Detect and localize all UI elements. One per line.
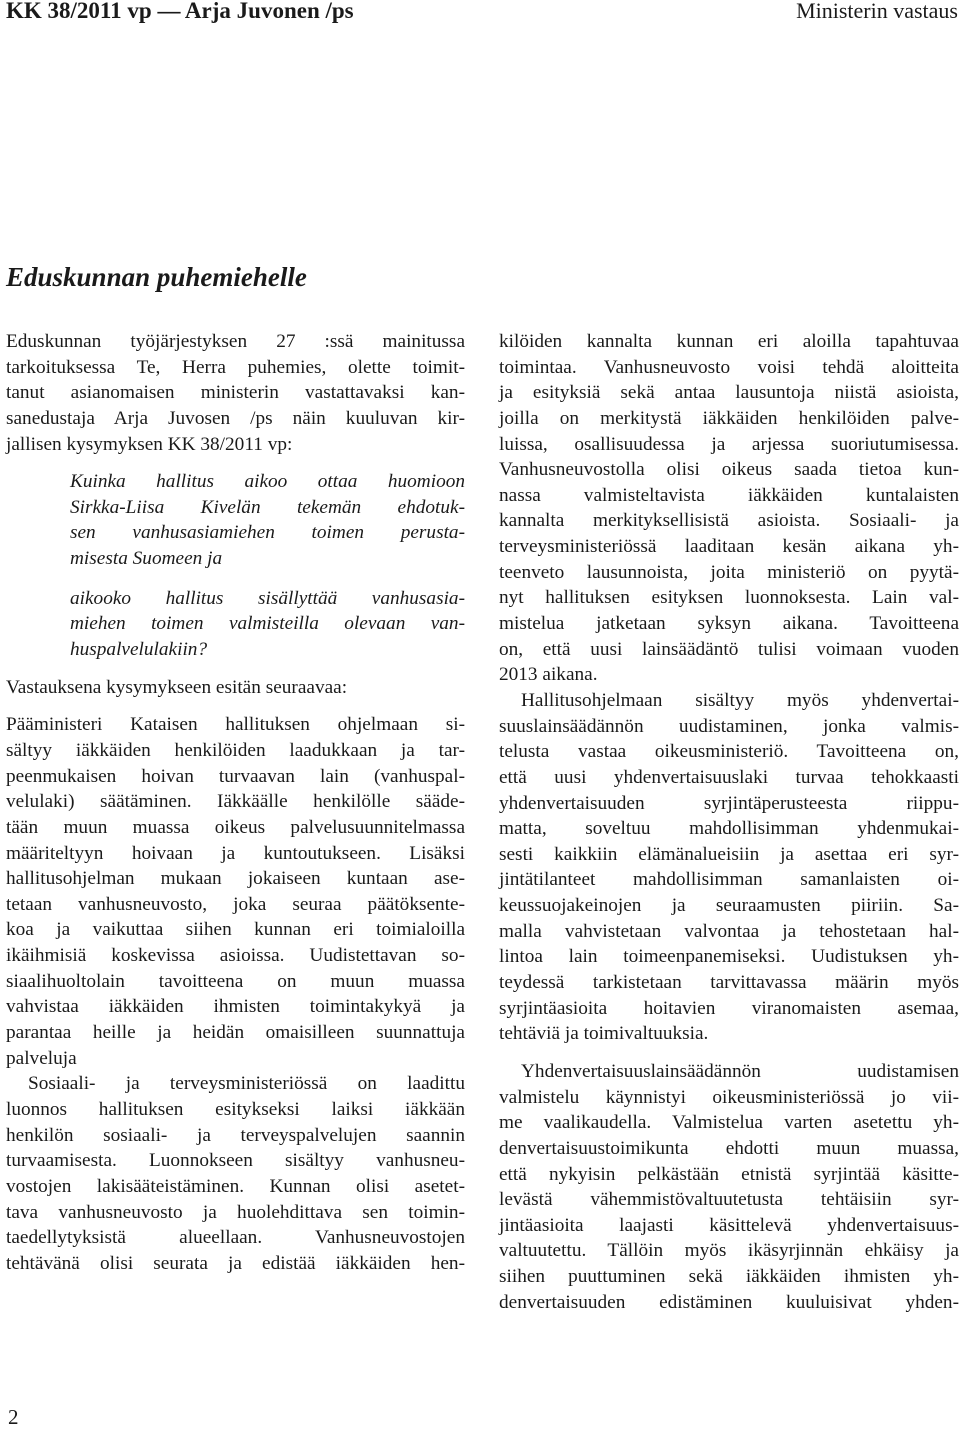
text-line: denvertaisuuden edistäminen kuuluisivat yhden- xyxy=(499,1291,959,1313)
question-line: miehen toimen valmisteilla olevaan van- xyxy=(70,613,465,635)
text-line: nassa valmisteltavista iäkkäiden kuntalaisten xyxy=(499,484,959,506)
question-line: sen vanhusasiamiehen toimen perusta- xyxy=(70,522,465,544)
question-block-2 xyxy=(70,586,465,663)
text-line: tetaan vanhusneuvosto, joka seuraa päätöksente- xyxy=(6,893,465,915)
text-line: lintoa lain toimeenpanemiseksi. Uudistuksen yh- xyxy=(499,946,959,968)
body-paragraph-1 xyxy=(6,712,465,1071)
answer-intro: Vastauksena kysymykseen esitän seuraavaa: xyxy=(6,676,348,698)
question-line: misesta Suomeen ja xyxy=(70,548,223,570)
text-line: yhdenvertaisuuden syrjintäperusteesta riippu- xyxy=(499,792,959,814)
text-line: kannalta merkityksellisistä asioista. Sosiaali- ja xyxy=(499,510,959,532)
question-line: Sirkka-Liisa Kivelän tekemän ehdotuk- xyxy=(70,496,465,518)
body-paragraph-4 xyxy=(499,688,959,1047)
text-line: peenmukaisen hoivan turvaavan lain (vanhuspal- xyxy=(6,765,465,787)
text-line: Vanhusneuvostolla olisi oikeus saada tietoa kun- xyxy=(499,459,959,481)
question-line: aikooko hallitus sisällyttää vanhusasia- xyxy=(70,587,465,609)
text-line: terveysministeriössä laaditaan kesän aikana yh- xyxy=(499,536,959,558)
text-line: luissa, osallisuudessa ja arjessa suoriutumisessa. xyxy=(499,433,959,455)
text-line: 2013 aikana. xyxy=(499,664,598,686)
body-paragraph-2 xyxy=(6,1071,465,1276)
question-line: Kuinka hallitus aikoo ottaa huomioon xyxy=(70,471,465,493)
text-line: jintäasioita laajasti käsittelevä yhdenvertaisuus- xyxy=(499,1214,959,1236)
text-line: parantaa heille ja heidän omaisilleen suunnattuja xyxy=(6,1022,465,1044)
text-line: hallitusohjelman mukaan jokaiseen kuntaan ase- xyxy=(6,868,465,890)
text-line: luonnos hallituksen esitykseksi laiksi iäkkään xyxy=(6,1098,465,1120)
text-line: me vaalikaudella. Valmistelua varten asetettu yh- xyxy=(499,1112,959,1134)
text-line: tään muun muassa oikeus palvelusuunnitelmassa xyxy=(6,816,465,838)
text-line: Yhdenvertaisuuslainsäädännön uudistamisen xyxy=(521,1060,959,1082)
running-header-right: Ministerin vastaus xyxy=(796,0,958,23)
text-line: että nykyisin pelkästään etnistä syrjintää käsitte- xyxy=(499,1163,959,1185)
text-line: malla vahvistetaan valvontaa ja tehostetaan hal- xyxy=(499,920,959,942)
text-line: teydessä tarkistetaan tarvittavassa määrin myös xyxy=(499,972,959,994)
text-line: matta, soveltuu mahdollisimman yhdenmukai- xyxy=(499,818,959,840)
text-line: velulaki) säätäminen. Iäkkäälle henkilölle sääde- xyxy=(6,791,465,813)
text-line: tehtäviä ja toimivaltuuksia. xyxy=(499,1023,709,1045)
text-line: tava vanhusneuvosto ja huolehdittava sen toimin- xyxy=(6,1201,465,1223)
text-line: mistelua jatketaan syksyn aikana. Tavoitteena xyxy=(499,613,959,635)
text-line: Sosiaali- ja terveysministeriössä on laadittu xyxy=(28,1073,465,1095)
body-paragraph-5 xyxy=(499,1059,959,1315)
text-line: tarkoituksessa Te, Herra puhemies, olette toimit- xyxy=(6,356,465,378)
text-line: vostojen lakisääteistäminen. Kunnan olisi asetet- xyxy=(6,1175,465,1197)
text-line: sesti kaikkiin elämänalueisiin ja asettaa eri syr- xyxy=(499,843,959,865)
text-line: Eduskunnan työjärjestyksen 27 :ssä mainitussa xyxy=(6,331,465,352)
text-line: joilla on merkitystä iäkkäiden henkilöiden palve- xyxy=(499,407,959,429)
text-line: valtuutettu. Tällöin myös ikäsyrjinnän ehkäisy ja xyxy=(499,1240,959,1262)
body-paragraph-3 xyxy=(499,329,959,688)
text-line: nyt hallituksen esityksen luonnoksesta. Lain val- xyxy=(499,587,959,609)
text-line: Hallitusohjelmaan sisältyy myös yhdenvertai- xyxy=(521,689,959,711)
text-line: tanut asianomaisen ministerin vastattavaksi kan- xyxy=(6,382,465,404)
question-line: huspalvelulakiin? xyxy=(70,639,208,661)
text-line: teenveto lausunnoista, joita ministeriö on pyytä- xyxy=(499,561,959,583)
text-line: kilöiden kannalta kunnan eri aloilla tapahtuvaa xyxy=(499,331,959,352)
text-line: jallisen kysymyksen KK 38/2011 vp: xyxy=(6,433,293,455)
text-line: levästä vähemmistövaltuutetusta tehtäisiin syr- xyxy=(499,1189,959,1211)
text-line: turvaamisesta. Luonnokseen sisältyy vanhusneu- xyxy=(6,1150,465,1172)
text-line: ja esityksiä sekä antaa lausuntoja niistä asioista, xyxy=(499,382,959,404)
left-column xyxy=(6,329,465,1276)
question-block-1 xyxy=(70,469,465,572)
text-line: on, että uusi lainsäädäntö tulisi voimaan vuoden xyxy=(499,638,959,660)
text-line: siihen puuttuminen sekä iäkkäiden ihmisten yh- xyxy=(499,1266,959,1288)
text-line: sanedustaja Arja Juvosen /ps näin kuuluvan kir- xyxy=(6,407,465,429)
right-column xyxy=(499,329,959,1315)
text-line: denvertaisuustoimikunta ehdotti muun muassa, xyxy=(499,1137,959,1159)
text-line: jintätilanteet mahdollisimman samanlaisten oi- xyxy=(499,869,959,891)
text-line: syrjintäasioita hoitavien viranomaisten asemaa, xyxy=(499,997,959,1019)
text-line: sältyy iäkkäiden henkilöiden laadukkaan ja tar- xyxy=(6,739,465,761)
text-line: toimintaa. Vanhusneuvosto voisi tehdä aloitteita xyxy=(499,356,959,378)
document-title: Eduskunnan puhemiehelle xyxy=(6,262,307,292)
text-line: vahvistaa iäkkäiden ihmisten toimintakykyä ja xyxy=(6,996,465,1018)
text-line: Pääministeri Kataisen hallituksen ohjelmaan si- xyxy=(6,714,465,736)
text-line: ikäihmisiä koskevissa asioissa. Uudistettavan so- xyxy=(6,945,465,967)
text-line: taedellytyksistä alueellaan. Vanhusneuvostojen xyxy=(6,1227,465,1249)
running-header-left: KK 38/2011 vp — Arja Juvonen /ps xyxy=(6,0,354,23)
text-line: palveluja xyxy=(6,1047,77,1069)
page-number: 2 xyxy=(8,1405,19,1429)
text-line: siaalihuoltolain tavoitteena on muun muassa xyxy=(6,970,465,992)
text-line: että uusi yhdenvertaisuuslaki turvaa tehokkaasti xyxy=(499,766,959,788)
text-line: telusta vastaa oikeusministeriö. Tavoitteena on, xyxy=(499,741,959,763)
text-line: koa ja vaikuttaa siihen kunnan eri toimialoilla xyxy=(6,919,465,941)
text-line: keussuojakeinojen ja seuraamusten piiriin. Sa- xyxy=(499,895,959,917)
text-line: henkilön sosiaali- ja terveyspalvelujen saannin xyxy=(6,1124,465,1146)
text-line: määriteltyyn hoivaan ja kuntoutukseen. Lisäksi xyxy=(6,842,465,864)
intro-paragraph xyxy=(6,329,465,457)
text-line: valmistelu käynnistyi oikeusministeriössä jo vii- xyxy=(499,1086,959,1108)
text-line: tehtävänä olisi seurata ja edistää iäkkäiden hen- xyxy=(6,1252,465,1274)
text-line: suuslainsäädännön uudistaminen, jonka valmis- xyxy=(499,715,959,737)
